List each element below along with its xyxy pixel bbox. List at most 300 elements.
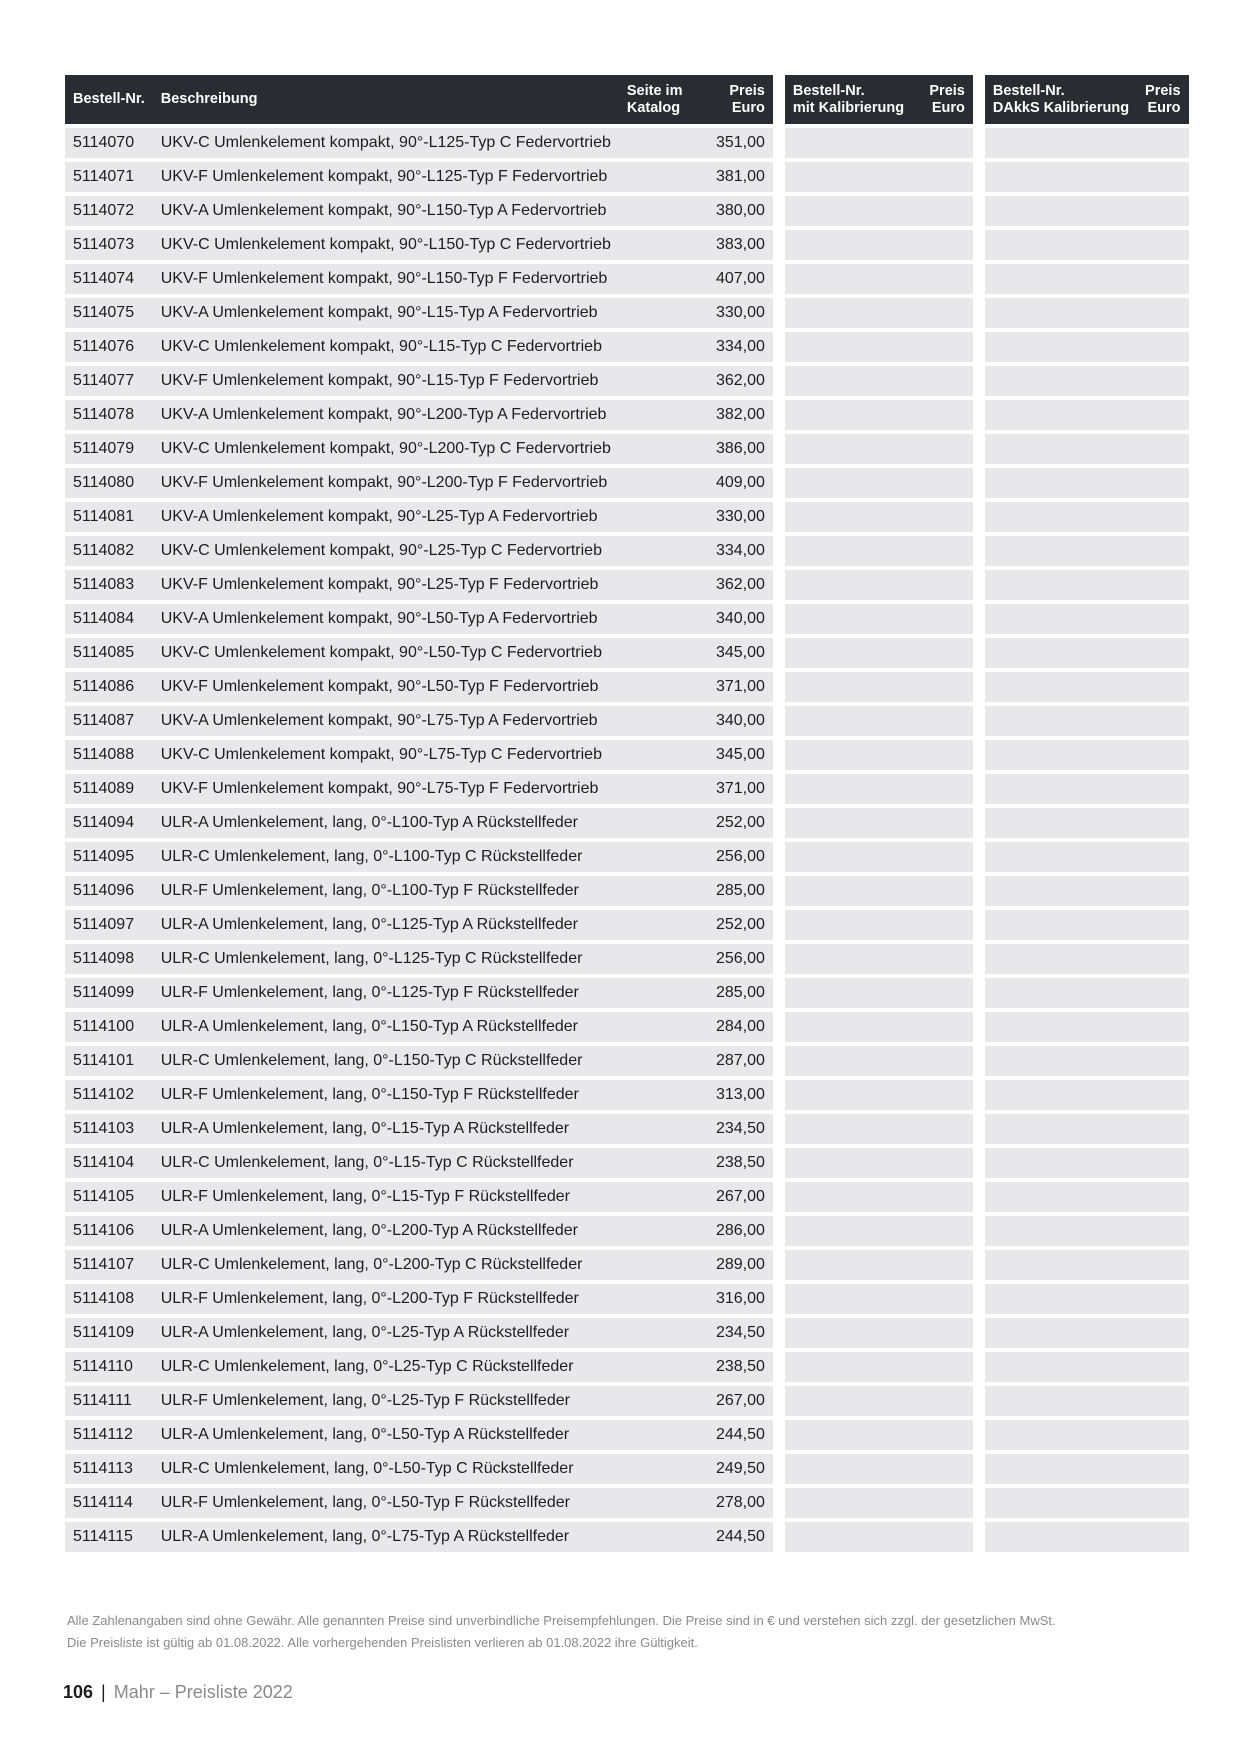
table-row [985, 774, 1189, 804]
header-bestell-nr-dakks [985, 75, 1137, 124]
cell-bestell-nr: 5114113 [65, 1454, 153, 1484]
cell-preis-empty [1137, 604, 1188, 634]
cell-bestell-nr-empty [985, 230, 1137, 260]
cell-beschreibung: ULR-F Umlenkelement, lang, 0°-L200-Typ F Rückstellfeder [153, 1284, 619, 1314]
cell-bestell-nr-empty [985, 1216, 1137, 1246]
cell-seite [619, 808, 693, 838]
header-bestell-nr: Bestell-Nr. [65, 75, 153, 124]
cell-beschreibung: ULR-A Umlenkelement, lang, 0°-L125-Typ A Rückstellfeder [153, 910, 619, 940]
table-row [785, 1284, 973, 1314]
cell-preis: 383,00 [693, 230, 773, 260]
table-row [985, 1386, 1189, 1416]
cell-beschreibung: ULR-C Umlenkelement, lang, 0°-L150-Typ C Rückstellfeder [153, 1046, 619, 1076]
kalibrierung-table-body [785, 128, 973, 1552]
cell-preis-empty [915, 1114, 973, 1144]
table-row [65, 1148, 773, 1178]
cell-preis-empty [915, 1318, 973, 1348]
table-row [985, 978, 1189, 1008]
cell-preis: 267,00 [693, 1386, 773, 1416]
table-row [785, 230, 973, 260]
cell-beschreibung: ULR-F Umlenkelement, lang, 0°-L25-Typ F Rückstellfeder [153, 1386, 619, 1416]
footer-separator: | [101, 1682, 106, 1702]
table-row [985, 196, 1189, 226]
cell-preis: 278,00 [693, 1488, 773, 1518]
cell-beschreibung: UKV-A Umlenkelement kompakt, 90°-L25-Typ A Federvortrieb [153, 502, 619, 532]
cell-preis-empty [915, 128, 973, 158]
cell-preis-empty [915, 400, 973, 430]
cell-bestell-nr: 5114096 [65, 876, 153, 906]
table-row [65, 1454, 773, 1484]
cell-bestell-nr-empty [785, 672, 915, 702]
disclaimer-line-1: Alle Zahlenangaben sind ohne Gewähr. Alle genannten Preise sind unverbindliche Preisempfehlungen. Die Preise sind in € und verstehen sich zzgl. der gesetzlichen MwSt. [67, 1613, 1056, 1628]
cell-beschreibung: ULR-A Umlenkelement, lang, 0°-L75-Typ A Rückstellfeder [153, 1522, 619, 1552]
cell-preis-empty [915, 944, 973, 974]
cell-bestell-nr-empty [985, 1114, 1137, 1144]
cell-bestell-nr: 5114073 [65, 230, 153, 260]
cell-bestell-nr-empty [985, 1012, 1137, 1042]
cell-beschreibung: ULR-F Umlenkelement, lang, 0°-L15-Typ F Rückstellfeder [153, 1182, 619, 1212]
cell-seite [619, 638, 693, 668]
table-row [65, 1114, 773, 1144]
table-row [65, 638, 773, 668]
table-row [985, 672, 1189, 702]
cell-bestell-nr: 5114076 [65, 332, 153, 362]
cell-bestell-nr-empty [785, 1488, 915, 1518]
cell-bestell-nr-empty [985, 536, 1137, 566]
cell-preis-empty [915, 638, 973, 668]
cell-seite [619, 570, 693, 600]
cell-bestell-nr-empty [985, 196, 1137, 226]
table-row [785, 1182, 973, 1212]
cell-beschreibung: ULR-F Umlenkelement, lang, 0°-L100-Typ F Rückstellfeder [153, 876, 619, 906]
cell-bestell-nr: 5114110 [65, 1352, 153, 1382]
table-row [985, 128, 1189, 158]
cell-preis-empty [1137, 1182, 1188, 1212]
cell-seite [619, 264, 693, 294]
cell-bestell-nr-empty [985, 672, 1137, 702]
cell-bestell-nr-empty [985, 1182, 1137, 1212]
cell-bestell-nr-empty [785, 570, 915, 600]
cell-seite [619, 672, 693, 702]
cell-beschreibung: ULR-A Umlenkelement, lang, 0°-L100-Typ A Rückstellfeder [153, 808, 619, 838]
table-row [65, 570, 773, 600]
cell-seite [619, 604, 693, 634]
table-row [65, 1080, 773, 1110]
table-row [985, 162, 1189, 192]
cell-bestell-nr-empty [785, 366, 915, 396]
table-row [985, 1216, 1189, 1246]
cell-bestell-nr: 5114114 [65, 1488, 153, 1518]
table-row [985, 1352, 1189, 1382]
cell-beschreibung: UKV-A Umlenkelement kompakt, 90°-L50-Typ A Federvortrieb [153, 604, 619, 634]
cell-preis: 285,00 [693, 978, 773, 1008]
cell-beschreibung: UKV-C Umlenkelement kompakt, 90°-L25-Typ C Federvortrieb [153, 536, 619, 566]
cell-beschreibung: ULR-A Umlenkelement, lang, 0°-L200-Typ A Rückstellfeder [153, 1216, 619, 1246]
cell-beschreibung: ULR-C Umlenkelement, lang, 0°-L100-Typ C Rückstellfeder [153, 842, 619, 872]
cell-bestell-nr-empty [985, 604, 1137, 634]
cell-beschreibung: UKV-F Umlenkelement kompakt, 90°-L25-Typ F Federvortrieb [153, 570, 619, 600]
cell-beschreibung: ULR-A Umlenkelement, lang, 0°-L25-Typ A Rückstellfeder [153, 1318, 619, 1348]
cell-preis-empty [1137, 1284, 1188, 1314]
cell-beschreibung: UKV-C Umlenkelement kompakt, 90°-L200-Typ C Federvortrieb [153, 434, 619, 464]
cell-preis-empty [1137, 706, 1188, 736]
table-row [785, 808, 973, 838]
page-footer [63, 1682, 293, 1703]
cell-bestell-nr-empty [985, 706, 1137, 736]
table-row [65, 1386, 773, 1416]
cell-preis-empty [1137, 638, 1188, 668]
table-row [985, 298, 1189, 328]
table-row [785, 400, 973, 430]
cell-preis: 340,00 [693, 706, 773, 736]
table-row [985, 1012, 1189, 1042]
table-row [65, 196, 773, 226]
table-row [785, 128, 973, 158]
cell-preis-empty [1137, 536, 1188, 566]
header-seite-im-katalog [619, 75, 693, 124]
cell-seite [619, 1386, 693, 1416]
cell-beschreibung: UKV-A Umlenkelement kompakt, 90°-L15-Typ A Federvortrieb [153, 298, 619, 328]
cell-beschreibung: ULR-C Umlenkelement, lang, 0°-L15-Typ C Rückstellfeder [153, 1148, 619, 1178]
cell-seite [619, 502, 693, 532]
cell-seite [619, 162, 693, 192]
cell-preis: 252,00 [693, 808, 773, 838]
cell-bestell-nr-empty [785, 468, 915, 498]
cell-preis-empty [915, 1420, 973, 1450]
table-row [65, 468, 773, 498]
cell-bestell-nr-empty [785, 706, 915, 736]
cell-bestell-nr-empty [985, 1454, 1137, 1484]
cell-bestell-nr-empty [785, 1216, 915, 1246]
cell-preis-empty [915, 808, 973, 838]
cell-preis: 330,00 [693, 502, 773, 532]
cell-preis: 386,00 [693, 434, 773, 464]
cell-preis: 340,00 [693, 604, 773, 634]
cell-preis-empty [1137, 1420, 1188, 1450]
table-row [985, 1046, 1189, 1076]
cell-bestell-nr-empty [985, 298, 1137, 328]
cell-preis: 238,50 [693, 1352, 773, 1382]
cell-bestell-nr: 5114081 [65, 502, 153, 532]
cell-bestell-nr-empty [985, 1386, 1137, 1416]
cell-preis-empty [1137, 196, 1188, 226]
cell-beschreibung: UKV-A Umlenkelement kompakt, 90°-L75-Typ A Federvortrieb [153, 706, 619, 736]
table-row [785, 468, 973, 498]
cell-seite [619, 468, 693, 498]
cell-bestell-nr-empty [785, 944, 915, 974]
table-row [65, 1182, 773, 1212]
header-preis-line1: Preis [929, 82, 965, 99]
dakks-table-body [985, 128, 1189, 1552]
cell-preis-empty [1137, 128, 1188, 158]
cell-seite [619, 944, 693, 974]
cell-preis: 267,00 [693, 1182, 773, 1212]
cell-preis: 252,00 [693, 910, 773, 940]
table-row [65, 808, 773, 838]
table-row [785, 876, 973, 906]
cell-bestell-nr-empty [985, 332, 1137, 362]
cell-seite [619, 230, 693, 260]
cell-bestell-nr-empty [985, 1148, 1137, 1178]
cell-preis-empty [1137, 366, 1188, 396]
cell-preis: 244,50 [693, 1420, 773, 1450]
cell-preis-empty [915, 536, 973, 566]
cell-beschreibung: ULR-C Umlenkelement, lang, 0°-L50-Typ C Rückstellfeder [153, 1454, 619, 1484]
table-row [785, 1386, 973, 1416]
cell-bestell-nr-empty [785, 536, 915, 566]
cell-bestell-nr-empty [985, 842, 1137, 872]
header-preis-line1: Preis [1145, 82, 1181, 99]
cell-preis-empty [1137, 978, 1188, 1008]
table-row [985, 434, 1189, 464]
cell-preis-empty [915, 842, 973, 872]
cell-preis: 382,00 [693, 400, 773, 430]
table-row [65, 264, 773, 294]
cell-bestell-nr-empty [985, 978, 1137, 1008]
cell-bestell-nr: 5114084 [65, 604, 153, 634]
cell-preis-empty [1137, 162, 1188, 192]
table-row [65, 366, 773, 396]
table-row [65, 1284, 773, 1314]
cell-bestell-nr-empty [785, 740, 915, 770]
cell-bestell-nr-empty [785, 978, 915, 1008]
cell-preis-empty [915, 1012, 973, 1042]
cell-preis-empty [1137, 1148, 1188, 1178]
table-row [785, 434, 973, 464]
cell-beschreibung: UKV-C Umlenkelement kompakt, 90°-L125-Typ C Federvortrieb [153, 128, 619, 158]
cell-seite [619, 1182, 693, 1212]
cell-bestell-nr: 5114082 [65, 536, 153, 566]
cell-preis-empty [915, 706, 973, 736]
header-seite-line1: Seite im [626, 82, 683, 99]
cell-seite [619, 1284, 693, 1314]
table-header-row [65, 75, 773, 124]
header-nr-line1: Bestell-Nr. [792, 82, 865, 99]
header-preis-euro [693, 75, 773, 124]
table-row [785, 944, 973, 974]
cell-preis-empty [915, 1488, 973, 1518]
price-table-main [65, 71, 773, 1556]
cell-bestell-nr-empty [785, 1454, 915, 1484]
cell-preis-empty [915, 1182, 973, 1212]
table-row [785, 1454, 973, 1484]
table-row [985, 1148, 1189, 1178]
cell-bestell-nr: 5114115 [65, 1522, 153, 1552]
cell-preis-empty [915, 1284, 973, 1314]
page-number: 106 [63, 1682, 94, 1702]
cell-seite [619, 400, 693, 430]
cell-bestell-nr: 5114101 [65, 1046, 153, 1076]
cell-preis: 345,00 [693, 638, 773, 668]
cell-seite [619, 298, 693, 328]
cell-preis: 345,00 [693, 740, 773, 770]
table-row [785, 638, 973, 668]
table-row [785, 978, 973, 1008]
cell-bestell-nr-empty [785, 1114, 915, 1144]
table-row [785, 1352, 973, 1382]
cell-bestell-nr: 5114098 [65, 944, 153, 974]
cell-bestell-nr-empty [985, 1250, 1137, 1280]
cell-bestell-nr-empty [785, 1080, 915, 1110]
table-row [785, 740, 973, 770]
table-row [985, 740, 1189, 770]
cell-bestell-nr-empty [785, 1522, 915, 1552]
cell-bestell-nr-empty [985, 468, 1137, 498]
table-row [65, 1216, 773, 1246]
cell-preis-empty [915, 298, 973, 328]
cell-bestell-nr-empty [785, 808, 915, 838]
cell-bestell-nr: 5114106 [65, 1216, 153, 1246]
cell-bestell-nr: 5114088 [65, 740, 153, 770]
cell-preis-empty [1137, 468, 1188, 498]
cell-preis: 330,00 [693, 298, 773, 328]
cell-bestell-nr-empty [785, 1352, 915, 1382]
cell-preis: 289,00 [693, 1250, 773, 1280]
disclaimer-note [67, 1610, 1056, 1654]
cell-bestell-nr-empty [985, 502, 1137, 532]
cell-seite [619, 706, 693, 736]
cell-beschreibung: UKV-F Umlenkelement kompakt, 90°-L15-Typ F Federvortrieb [153, 366, 619, 396]
table-row [785, 672, 973, 702]
table-row [985, 1250, 1189, 1280]
cell-preis-empty [915, 910, 973, 940]
cell-bestell-nr: 5114074 [65, 264, 153, 294]
header-nr-line2: DAkkS Kalibrierung [992, 99, 1130, 116]
cell-beschreibung: ULR-C Umlenkelement, lang, 0°-L200-Typ C Rückstellfeder [153, 1250, 619, 1280]
cell-preis-empty [1137, 502, 1188, 532]
table-row [65, 876, 773, 906]
cell-bestell-nr: 5114079 [65, 434, 153, 464]
cell-bestell-nr-empty [785, 638, 915, 668]
table-row [985, 1454, 1189, 1484]
cell-bestell-nr-empty [785, 1182, 915, 1212]
table-row [785, 1318, 973, 1348]
header-bestell-nr-kalibrierung [785, 75, 915, 124]
cell-bestell-nr: 5114104 [65, 1148, 153, 1178]
cell-bestell-nr: 5114107 [65, 1250, 153, 1280]
table-row [65, 502, 773, 532]
cell-preis-empty [1137, 1012, 1188, 1042]
cell-preis: 381,00 [693, 162, 773, 192]
cell-seite [619, 1114, 693, 1144]
cell-preis: 334,00 [693, 332, 773, 362]
table-row [65, 740, 773, 770]
cell-preis: 351,00 [693, 128, 773, 158]
cell-bestell-nr-empty [985, 638, 1137, 668]
table-row [785, 1420, 973, 1450]
cell-beschreibung: UKV-C Umlenkelement kompakt, 90°-L150-Typ C Federvortrieb [153, 230, 619, 260]
table-row [785, 196, 973, 226]
header-preis-line1: Preis [729, 82, 765, 99]
table-header-row [785, 75, 973, 124]
cell-bestell-nr-empty [785, 842, 915, 872]
table-row [985, 1080, 1189, 1110]
cell-bestell-nr: 5114094 [65, 808, 153, 838]
cell-bestell-nr: 5114071 [65, 162, 153, 192]
cell-preis-empty [915, 570, 973, 600]
cell-bestell-nr-empty [985, 1488, 1137, 1518]
cell-beschreibung: UKV-C Umlenkelement kompakt, 90°-L75-Typ C Federvortrieb [153, 740, 619, 770]
table-row [65, 332, 773, 362]
cell-preis: 234,50 [693, 1114, 773, 1144]
cell-beschreibung: UKV-F Umlenkelement kompakt, 90°-L50-Typ F Federvortrieb [153, 672, 619, 702]
table-row [985, 944, 1189, 974]
cell-preis-empty [915, 1454, 973, 1484]
cell-preis-empty [1137, 1216, 1188, 1246]
table-row [985, 910, 1189, 940]
cell-preis-empty [915, 434, 973, 464]
table-row [985, 808, 1189, 838]
cell-beschreibung: UKV-C Umlenkelement kompakt, 90°-L50-Typ C Federvortrieb [153, 638, 619, 668]
cell-preis-empty [915, 876, 973, 906]
cell-beschreibung: ULR-A Umlenkelement, lang, 0°-L150-Typ A Rückstellfeder [153, 1012, 619, 1042]
cell-bestell-nr-empty [785, 332, 915, 362]
table-row [65, 1420, 773, 1450]
table-row [985, 366, 1189, 396]
cell-preis: 371,00 [693, 774, 773, 804]
table-row [985, 468, 1189, 498]
header-beschreibung: Beschreibung [153, 75, 619, 124]
cell-beschreibung: UKV-A Umlenkelement kompakt, 90°-L150-Typ A Federvortrieb [153, 196, 619, 226]
cell-bestell-nr-empty [985, 740, 1137, 770]
cell-preis-empty [915, 502, 973, 532]
cell-preis-empty [1137, 740, 1188, 770]
cell-bestell-nr-empty [985, 264, 1137, 294]
table-row [985, 604, 1189, 634]
cell-preis: 238,50 [693, 1148, 773, 1178]
cell-bestell-nr-empty [985, 1046, 1137, 1076]
cell-bestell-nr-empty [985, 366, 1137, 396]
cell-seite [619, 1522, 693, 1552]
table-row [785, 1114, 973, 1144]
cell-beschreibung: ULR-F Umlenkelement, lang, 0°-L50-Typ F Rückstellfeder [153, 1488, 619, 1518]
header-preis-line2: Euro [931, 99, 965, 116]
cell-seite [619, 1012, 693, 1042]
table-row [65, 1046, 773, 1076]
table-row [785, 162, 973, 192]
cell-bestell-nr: 5114097 [65, 910, 153, 940]
cell-preis-empty [915, 1250, 973, 1280]
cell-preis-empty [1137, 1454, 1188, 1484]
cell-bestell-nr: 5114105 [65, 1182, 153, 1212]
cell-preis-empty [915, 1080, 973, 1110]
cell-bestell-nr-empty [785, 604, 915, 634]
cell-bestell-nr-empty [985, 910, 1137, 940]
cell-bestell-nr-empty [785, 434, 915, 464]
table-row [65, 1250, 773, 1280]
cell-preis-empty [1137, 264, 1188, 294]
cell-bestell-nr-empty [785, 910, 915, 940]
cell-bestell-nr-empty [785, 502, 915, 532]
header-preis-line2: Euro [1147, 99, 1181, 116]
cell-preis: 287,00 [693, 1046, 773, 1076]
table-row [65, 1488, 773, 1518]
header-nr-line2: mit Kalibrierung [792, 99, 905, 116]
cell-seite [619, 740, 693, 770]
cell-bestell-nr: 5114095 [65, 842, 153, 872]
cell-bestell-nr-empty [985, 1318, 1137, 1348]
cell-bestell-nr-empty [985, 1420, 1137, 1450]
cell-bestell-nr-empty [985, 808, 1137, 838]
cell-seite [619, 1046, 693, 1076]
cell-preis-empty [915, 672, 973, 702]
cell-bestell-nr: 5114072 [65, 196, 153, 226]
table-row [65, 400, 773, 430]
cell-bestell-nr-empty [985, 434, 1137, 464]
cell-preis: 362,00 [693, 570, 773, 600]
document-title: Mahr – Preisliste 2022 [113, 1682, 293, 1702]
cell-seite [619, 196, 693, 226]
